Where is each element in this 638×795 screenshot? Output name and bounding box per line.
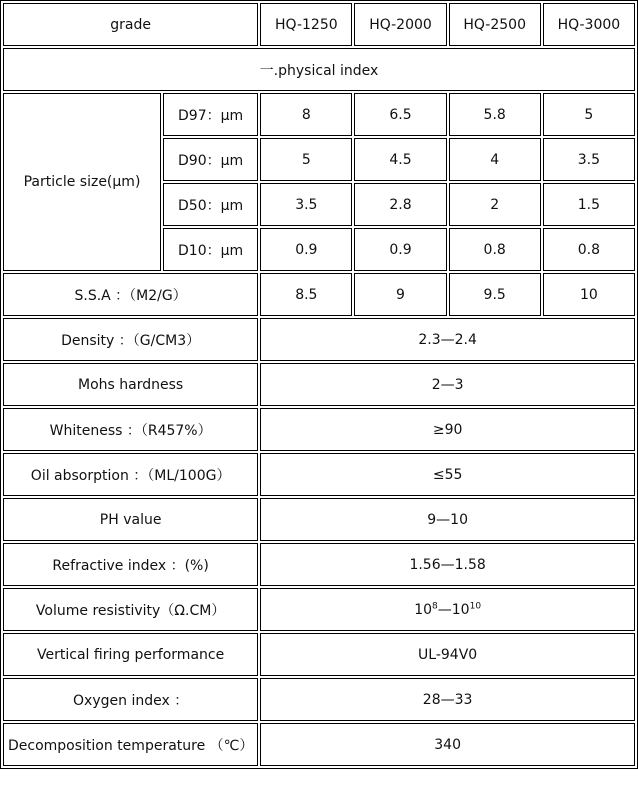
vertical-firing-label: Vertical firing performance xyxy=(3,633,258,676)
refractive-index-value: 1.56—1.58 xyxy=(260,543,635,586)
decomposition-temperature-value: 340 xyxy=(260,723,635,766)
mohs-hardness-value: 2—3 xyxy=(260,363,635,406)
table-cell: 0.9 xyxy=(354,228,446,271)
refractive-index-label: Refractive index ：(%) xyxy=(3,543,258,586)
volume-resistivity-value xyxy=(260,588,635,631)
table-row xyxy=(3,543,635,586)
table-cell: 2.8 xyxy=(354,183,446,226)
table-row xyxy=(3,588,635,631)
section-row xyxy=(3,48,635,91)
whiteness-label: Whiteness ：（R457%） xyxy=(3,408,258,451)
table-cell: 4.5 xyxy=(354,138,446,181)
table-row xyxy=(3,363,635,406)
table-cell: 5 xyxy=(260,138,352,181)
table-cell: 2 xyxy=(449,183,541,226)
d97-label: D97：μm xyxy=(163,93,258,136)
oxygen-index-value: 28—33 xyxy=(260,678,635,721)
table-cell: 3.5 xyxy=(260,183,352,226)
oil-absorption-value: ≤55 xyxy=(260,453,635,496)
table-row xyxy=(3,453,635,496)
table-cell: 5 xyxy=(543,93,635,136)
decomposition-temperature-label: Decomposition temperature （℃） xyxy=(3,723,258,766)
section-title: 一.physical index xyxy=(3,48,635,91)
resistivity-exp-low: 8 xyxy=(432,600,438,611)
grade-hq-3000: HQ-3000 xyxy=(543,3,635,46)
oil-absorption-label: Oil absorption ：（ML/100G） xyxy=(3,453,258,496)
table-cell: 8.5 xyxy=(260,273,352,316)
resistivity-exp-high: 10 xyxy=(469,600,482,611)
table-cell: 1.5 xyxy=(543,183,635,226)
d50-label: D50：μm xyxy=(163,183,258,226)
table-row xyxy=(3,498,635,541)
table-row xyxy=(3,273,635,316)
table-row xyxy=(3,633,635,676)
table-cell: 9 xyxy=(354,273,446,316)
table-row xyxy=(3,318,635,361)
density-value: 2.3—2.4 xyxy=(260,318,635,361)
d90-label: D90：μm xyxy=(163,138,258,181)
table-cell: 4 xyxy=(449,138,541,181)
grade-hq-2500: HQ-2500 xyxy=(449,3,541,46)
resistivity-base-low: 10 xyxy=(414,601,433,618)
ssa-label: S.S.A ：（M2/G） xyxy=(3,273,258,316)
table-row xyxy=(3,723,635,766)
grade-header: grade xyxy=(3,3,258,46)
table-cell: 6.5 xyxy=(354,93,446,136)
table-row xyxy=(3,678,635,721)
table-cell: 10 xyxy=(543,273,635,316)
table-row xyxy=(3,93,635,136)
density-label: Density ：（G/CM3） xyxy=(3,318,258,361)
grade-hq-2000: HQ-2000 xyxy=(354,3,446,46)
table-cell: 0.9 xyxy=(260,228,352,271)
grade-hq-1250: HQ-1250 xyxy=(260,3,352,46)
resistivity-separator: — xyxy=(437,601,452,618)
ph-value-label: PH value xyxy=(3,498,258,541)
header-row xyxy=(3,3,635,46)
oxygen-index-label: Oxygen index ： xyxy=(3,678,258,721)
d10-label: D10：μm xyxy=(163,228,258,271)
volume-resistivity-label: Volume resistivity（Ω.CM） xyxy=(3,588,258,631)
ph-value-value: 9—10 xyxy=(260,498,635,541)
mohs-hardness-label: Mohs hardness xyxy=(3,363,258,406)
vertical-firing-value: UL-94V0 xyxy=(260,633,635,676)
table-cell: 8 xyxy=(260,93,352,136)
particle-size-label: Particle size(μm) xyxy=(3,93,161,271)
table-cell: 0.8 xyxy=(543,228,635,271)
whiteness-value: ≥90 xyxy=(260,408,635,451)
table-cell: 0.8 xyxy=(449,228,541,271)
resistivity-base-high: 10 xyxy=(451,601,470,618)
table-cell: 9.5 xyxy=(449,273,541,316)
table-row xyxy=(3,408,635,451)
table-cell: 3.5 xyxy=(543,138,635,181)
table-cell: 5.8 xyxy=(449,93,541,136)
